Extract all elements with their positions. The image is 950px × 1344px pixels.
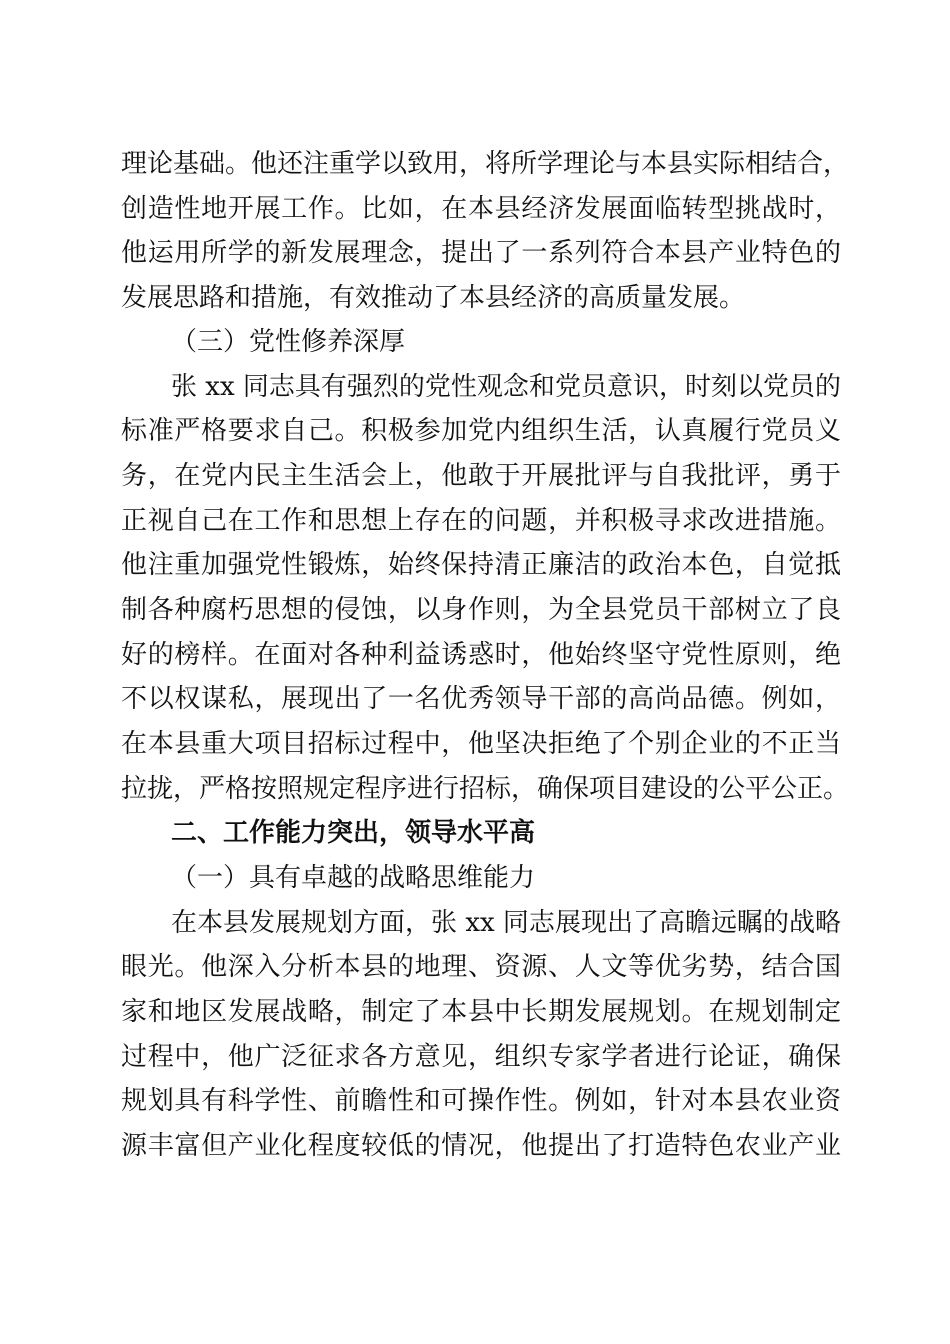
paragraph-line: 务，在党内民主生活会上，他敢于开展批评与自我批评，勇于: [121, 461, 841, 491]
paragraph-line: 眼光。他深入分析本县的地理、资源、人文等优劣势，结合国: [121, 952, 841, 982]
paragraph-line: 他运用所学的新发展理念，提出了一系列符合本县产业特色的: [121, 238, 841, 268]
paragraph-line: 他注重加强党性锻炼，始终保持清正廉洁的政治本色，自觉抵: [121, 550, 841, 580]
paragraph-line: 源丰富但产业化程度较低的情况，他提出了打造特色农业产业: [121, 1131, 841, 1161]
paragraph-line: 规划具有科学性、前瞻性和可操作性。例如，针对本县农业资: [121, 1086, 841, 1116]
paragraph-line: 在本县重大项目招标过程中，他坚决拒绝了个别企业的不正当: [121, 729, 841, 759]
paragraph-line: 张 xx 同志具有强烈的党性观念和党员意识，时刻以党员的: [171, 372, 841, 402]
subsection-heading: （一）具有卓越的战略思维能力: [171, 863, 536, 893]
paragraph-line: 理论基础。他还注重学以致用，将所学理论与本县实际相结合，: [121, 149, 850, 179]
paragraph-line: 制各种腐朽思想的侵蚀，以身作则，为全县党员干部树立了良: [121, 595, 841, 625]
paragraph-line: 家和地区发展战略，制定了本县中长期发展规划。在规划制定: [121, 997, 841, 1027]
paragraph-line: 标准严格要求自己。积极参加党内组织生活，认真履行党员义: [121, 416, 841, 446]
paragraph-line: 正视自己在工作和思想上存在的问题，并积极寻求改进措施。: [121, 506, 841, 536]
paragraph-line: 拉拢，严格按照规定程序进行招标，确保项目建设的公平公正。: [121, 774, 850, 804]
paragraph-line: 创造性地开展工作。比如，在本县经济发展面临转型挑战时，: [121, 194, 841, 224]
paragraph-line: 好的榜样。在面对各种利益诱惑时，他始终坚守党性原则，绝: [121, 640, 841, 670]
paragraph-line: 不以权谋私，展现出了一名优秀领导干部的高尚品德。例如，: [121, 684, 841, 714]
paragraph-line: 在本县发展规划方面，张 xx 同志展现出了高瞻远瞩的战略: [171, 908, 841, 938]
paragraph-line: 过程中，他广泛征求各方意见，组织专家学者进行论证，确保: [121, 1042, 841, 1072]
part-heading: 二、工作能力突出，领导水平高: [171, 818, 536, 848]
section-heading: （三）党性修养深厚: [171, 327, 406, 357]
paragraph-line: 发展思路和措施，有效推动了本县经济的高质量发展。: [121, 283, 746, 313]
